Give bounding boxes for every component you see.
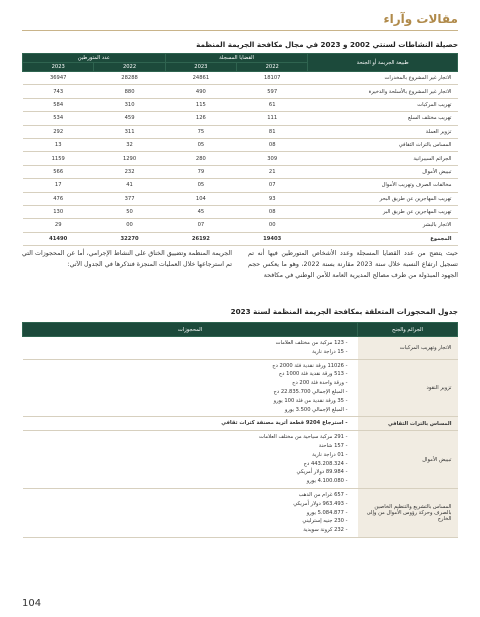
table-row [23,219,458,232]
seized-cell [23,431,358,489]
cases-2022-cell: 21 [237,165,308,178]
cases-2022-cell: 309 [237,152,308,165]
table-row [23,98,458,111]
seized-item: - 11026 ورقة نقدية فئة 2000 دج [23,362,348,371]
table-row [23,165,458,178]
cases-2023-cell: 05 [165,138,236,151]
suspects-2023-cell: 17 [23,179,94,192]
seized-item: - 230 جنيه إسترليني [23,517,348,526]
suspects-2023-cell: 1159 [23,152,94,165]
title-divider [22,30,458,31]
table-row [23,72,458,85]
paragraph-left: الجريمة المنظمة وتضييق الخناق على النشاط الإجرامي، أما عن المحجوزات التي تم استرجاعها خلال العمليات المنجزة فنذكرها في الجدول الآتي: [22,250,232,268]
table2-title: جدول المحجوزات المتعلقة بمكافحة الجريمة المنظمة لسنة 2023 [230,307,458,316]
crime-cell: تهريب مختلف السلع [308,112,458,125]
cases-2023-cell: 104 [165,192,236,205]
crime-cell: الاتجار غير المشروع بالمخدرات [308,72,458,85]
suspects-2022-cell: 459 [94,112,165,125]
crime-cell: تهريب المركبات [308,98,458,111]
suspects-2022-cell: 377 [94,192,165,205]
seized-item: - 35 ورقة نقدية من فئة 100 يورو [23,397,348,406]
seized-item: - 15 دراجة نارية [23,348,348,357]
suspects-2023-cell: 41490 [23,232,94,245]
crime-cell: الاتجار بالبشر [308,219,458,232]
crime-column-header: الجرائم والجنح [358,323,458,337]
cases-2023-cell: 05 [165,179,236,192]
crime-cell: المجموع [308,232,458,245]
cases-2022-cell: 08 [237,205,308,218]
cases-2023-cell: 26192 [165,232,236,245]
suspects-2023-cell: 29 [23,219,94,232]
suspects-2023-cell: 566 [23,165,94,178]
seized-item: - ورقة واحدة فئة 200 دج [23,379,348,388]
table-row [23,138,458,151]
table-row [23,112,458,125]
cases-2023-cell: 490 [165,85,236,98]
seized-item: - 443.208.324 دج [23,460,348,469]
suspects-2022-cell: 311 [94,125,165,138]
suspects-2022-cell: 32270 [94,232,165,245]
table-row [23,417,458,431]
cases-2022-cell: 18107 [237,72,308,85]
suspects-2022-cell: 28288 [94,72,165,85]
year-header: 2022 [94,63,165,72]
cases-2023-cell: 126 [165,112,236,125]
seized-cell [23,417,358,431]
cases-2023-cell: 115 [165,98,236,111]
suspects-group-header: عدد المتورطين [23,54,166,63]
seized-item: - استرجاع 9204 قطعة أثرية مصنفة كتراث ثقافي [23,419,348,428]
crime-cell: المساس بالتراث الثقافي [358,417,458,431]
seized-item: - 657 غرام من الذهب [23,491,348,500]
cases-2023-cell: 24861 [165,72,236,85]
seized-item: - 5.084.877 يورو [23,509,348,518]
cases-2022-cell: 81 [237,125,308,138]
crime-cell: الاتجار وتهريب المركبات [358,337,458,360]
table-row [23,431,458,489]
suspects-2022-cell: 00 [94,219,165,232]
suspects-2022-cell: 32 [94,138,165,151]
seized-cell [23,488,358,537]
seized-item: - 4.100.080 يورو [23,477,348,486]
crime-cell: تهريب المهاجرين عن طريق البر [308,205,458,218]
crime-cell: مخالفات الصرف وتهريب الأموال [308,179,458,192]
table1-title: حصيلة النشاطات لسنتي 2002 و 2023 في مجال مكافحة الجريمة المنظمة [196,40,458,49]
crime-cell: الاتجار غير المشروع بالأسلحة والذخيرة [308,85,458,98]
cases-group-header: القضايا المسجلة [165,54,308,63]
seized-item: - 01 دراجة نارية [23,451,348,460]
cases-2023-cell: 75 [165,125,236,138]
seized-item: - 157 شاحنة [23,442,348,451]
cases-2023-cell: 280 [165,152,236,165]
activity-table [22,53,458,246]
table-row [23,359,458,417]
crime-cell: تزوير النقود [358,359,458,417]
cases-2022-cell: 07 [237,179,308,192]
suspects-2022-cell: 232 [94,165,165,178]
page-number: 104 [22,598,42,609]
cases-2023-cell: 07 [165,219,236,232]
seized-item: - 963.493 دولار أمريكي [23,500,348,509]
suspects-2022-cell: 50 [94,205,165,218]
seized-item: - 123 مركبة من مختلف العلامات [23,339,348,348]
suspects-2023-cell: 130 [23,205,94,218]
suspects-2023-cell: 476 [23,192,94,205]
seized-column-header: المحجوزات [23,323,358,337]
year-header: 2023 [165,63,236,72]
cases-2022-cell: 597 [237,85,308,98]
table-row [23,488,458,537]
crime-cell: تبييض الأموال [358,431,458,489]
crime-cell: المساس بالتراث الثقافي [308,138,458,151]
seized-item: - 291 مركبة سياحية من مختلف العلامات [23,433,348,442]
seizures-table [22,322,458,538]
cases-2023-cell: 79 [165,165,236,178]
cases-2022-cell: 19403 [237,232,308,245]
crime-cell: تزوير العملة [308,125,458,138]
crime-cell: تبييض الأموال [308,165,458,178]
seized-item: - 513 ورقة نقدية فئة 1000 دج [23,370,348,379]
seized-item: - المبلغ الإجمالي 3.500 يورو [23,406,348,415]
table-row [23,85,458,98]
suspects-2023-cell: 743 [23,85,94,98]
crime-header: طبيعة الجريمة أو الجنحة [308,54,458,72]
suspects-2023-cell: 292 [23,125,94,138]
cases-2023-cell: 45 [165,205,236,218]
section-title: مقالات وآراء [383,12,458,26]
cases-2022-cell: 111 [237,112,308,125]
seized-item: - المبلغ الإجمالي 22.835.700 دج [23,388,348,397]
seized-item: - 89.984 دولار أمريكي [23,468,348,477]
table-row [23,337,458,360]
suspects-2023-cell: 36947 [23,72,94,85]
table-row [23,192,458,205]
table-row [23,205,458,218]
suspects-2022-cell: 880 [94,85,165,98]
year-header: 2023 [23,63,94,72]
cases-2022-cell: 61 [237,98,308,111]
cases-2022-cell: 08 [237,138,308,151]
suspects-2023-cell: 584 [23,98,94,111]
crime-cell: المساس بالتشريع والتنظيم الخاصين بالصرف وحركة رؤوس الأموال من وإلى الخارج [358,488,458,537]
table-row [23,152,458,165]
table-row [23,232,458,245]
suspects-2022-cell: 310 [94,98,165,111]
cases-2022-cell: 00 [237,219,308,232]
suspects-2023-cell: 534 [23,112,94,125]
table-row [23,179,458,192]
table-row [23,125,458,138]
crime-cell: الجرائم السيبرانية [308,152,458,165]
seized-cell [23,359,358,417]
cases-2022-cell: 93 [237,192,308,205]
year-header: 2022 [237,63,308,72]
suspects-2022-cell: 41 [94,179,165,192]
seized-cell [23,337,358,360]
crime-cell: تهريب المهاجرين عن طريق البحر [308,192,458,205]
seized-item: - 232 كرونة سويدية [23,526,348,535]
paragraph-right: حيث يتضح من عدد القضايا المسجلة وعدد الأشخاص المتورطين فيها أنه تم تسجيل ارتفاع النسبة خلال سنة 2023 مقارنة بسنة 2022، وهو ما يعكس حجم الجهود المبذولة من طرف مصالح المديرية العامة للأمن الوطني في مكافحة [248,250,458,279]
suspects-2022-cell: 1290 [94,152,165,165]
suspects-2023-cell: 13 [23,138,94,151]
